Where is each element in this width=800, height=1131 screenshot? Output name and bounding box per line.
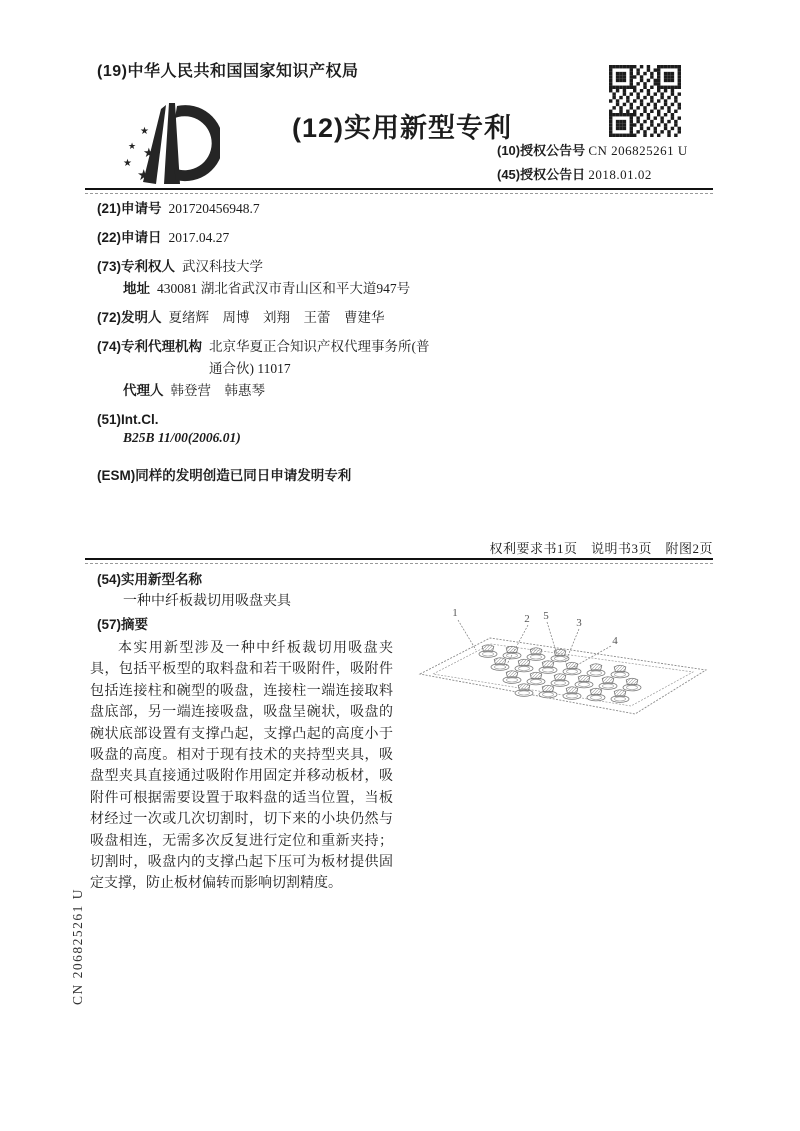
office-name: (19)中华人民共和国国家知识产权局 <box>97 63 359 80</box>
patentee-label: (73)专利权人 <box>97 259 176 274</box>
patent-figure-svg <box>418 594 790 749</box>
svg-text:★: ★ <box>143 145 155 160</box>
pub-number-row <box>497 139 787 163</box>
pub-number-value: CN 206825261 U <box>588 143 688 158</box>
title-section-label: (54)实用新型名称 <box>97 572 203 587</box>
address-field <box>97 278 433 300</box>
suction-cup <box>551 649 569 662</box>
pub-date-label: (45)授权公告日 <box>497 167 586 182</box>
suction-cup <box>527 648 545 661</box>
svg-text:★: ★ <box>128 141 137 151</box>
svg-text:★: ★ <box>137 168 151 184</box>
suction-cup <box>563 662 581 675</box>
pub-date-row <box>497 163 787 187</box>
suction-cup <box>611 665 629 678</box>
ref-numeral-5: 5 <box>543 610 549 622</box>
int-cl-value: B25B 11/00(2006.01) <box>123 430 241 445</box>
header-divider <box>85 188 713 194</box>
suction-cups-group <box>479 645 641 703</box>
agent-label: 代理人 <box>123 383 164 398</box>
suction-cup <box>599 677 617 690</box>
application-date-label: (22)申请日 <box>97 230 162 245</box>
pub-date-value: 2018.01.02 <box>588 167 652 182</box>
suction-cup <box>587 664 605 677</box>
suction-cup <box>563 687 581 700</box>
suction-cup <box>515 659 533 672</box>
suction-cup <box>515 684 533 697</box>
address-value: 430081 湖北省武汉市青山区和平大道947号 <box>157 281 411 296</box>
abstract-text: 本实用新型涉及一种中纤板裁切用吸盘夹具，包括平板型的取料盘和若干吸附件，吸附件包括连接柱和碗型的吸盘，连接柱一端连接取料盘底部，另一端连接吸盘，吸盘呈碗状，吸盘的碗状底部设置有支撑凸起，支撑凸起的高度小于吸盘的高度。相对于现有技术的夹持型夹具，吸盘型夹具直接通过吸附作用固定并移动板材，吸附件可根据需要设置于取料盘的适当位置，当板材经过一次或几次切割时，切下来的小块仍然与吸盘相连，无需多次反复进行定位和重新夹持；切割时，吸盘内的支撑凸起下压可为板材提供固定支撑，防止板材偏转而影响切割精度。 <box>90 641 393 892</box>
suction-cup <box>623 678 641 691</box>
sipo-logo-icon <box>116 96 220 188</box>
ref-numeral-2: 2 <box>524 613 530 625</box>
bibliographic-data <box>97 198 433 487</box>
suction-cup <box>527 672 545 685</box>
suction-cup <box>539 661 557 674</box>
pages-info: 权利要求书1页 说明书3页 附图2页 <box>489 541 713 556</box>
publication-block <box>497 139 787 187</box>
agency-label: (74)专利代理机构 <box>97 339 203 354</box>
suction-cup <box>611 690 629 703</box>
suction-cup <box>587 688 605 701</box>
inventors-value: 夏绪辉 周博 刘翔 王蕾 曹建华 <box>168 310 385 325</box>
patentee-field <box>97 256 433 278</box>
abstract-section-label: (57)摘要 <box>97 617 149 632</box>
patentee-value: 武汉科技大学 <box>182 259 264 274</box>
agent-field <box>97 380 433 402</box>
inventors-label: (72)发明人 <box>97 310 162 325</box>
suction-cup <box>491 658 509 671</box>
section-divider <box>85 558 713 564</box>
title-section <box>97 569 427 613</box>
suction-cup <box>503 671 521 684</box>
application-number-field <box>97 198 433 220</box>
agency-field <box>97 336 433 380</box>
inventors-field <box>97 307 433 329</box>
int-cl-label: (51)Int.Cl. <box>97 412 159 427</box>
suction-cup <box>503 646 521 659</box>
patent-figure <box>418 594 790 749</box>
esm-note: (ESM)同样的发明创造已同日申请发明专利 <box>97 468 352 483</box>
qr-code <box>609 65 681 137</box>
suction-cup <box>551 674 569 687</box>
ref-numeral-1: 1 <box>452 607 458 619</box>
pub-number-label: (10)授权公告号 <box>497 143 586 158</box>
suction-cup <box>575 675 593 688</box>
utility-model-title: 一种中纤板裁切用吸盘夹具 <box>123 594 291 609</box>
application-number-label: (21)申请号 <box>97 201 162 216</box>
agency-value: 北京华夏正合知识产权代理事务所(普通合伙) 11017 <box>209 339 430 376</box>
svg-text:★: ★ <box>123 158 132 169</box>
application-date-field <box>97 227 433 249</box>
ref-numeral-3: 3 <box>576 617 582 629</box>
agent-value: 韩登营 韩惠琴 <box>170 383 265 398</box>
side-document-code: CN 206825261 U <box>70 887 85 1005</box>
address-label: 地址 <box>123 281 150 296</box>
svg-text:★: ★ <box>140 126 149 137</box>
sipo-logo-svg <box>116 96 220 188</box>
ref-numeral-4: 4 <box>612 635 618 647</box>
doc-type-title: (12)实用新型专利 <box>292 113 513 143</box>
application-number-value: 201720456948.7 <box>168 201 260 216</box>
suction-cup <box>479 645 497 658</box>
application-date-value: 2017.04.27 <box>168 230 230 245</box>
